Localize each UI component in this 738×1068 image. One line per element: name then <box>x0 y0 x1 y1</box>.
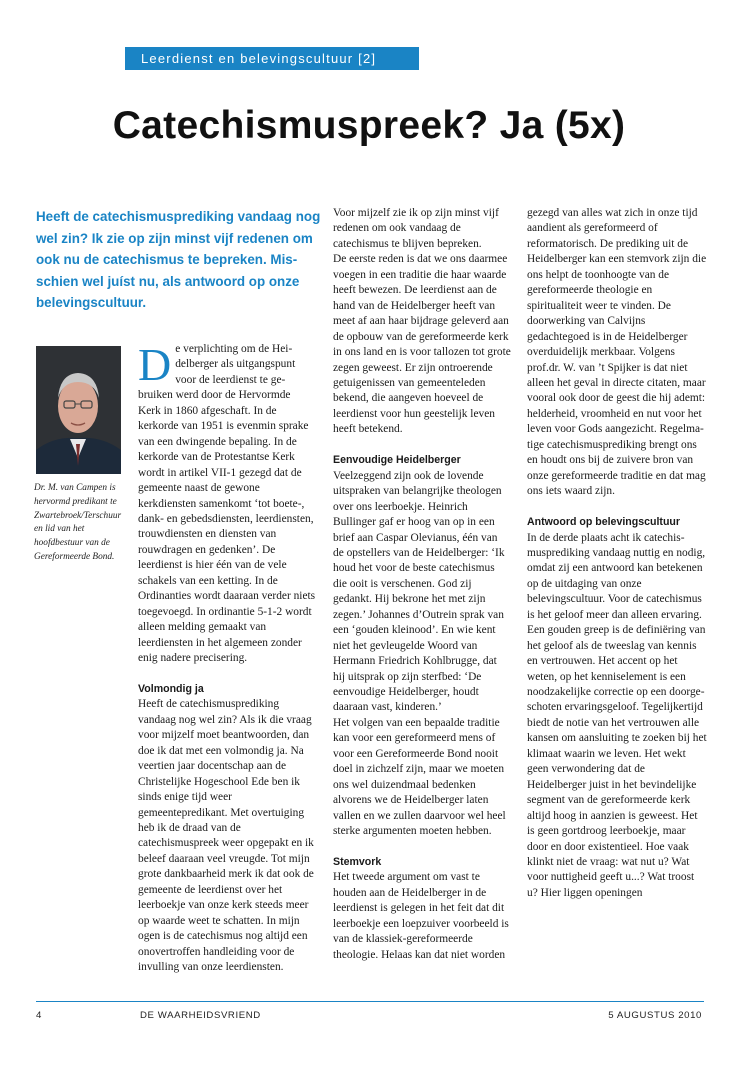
paragraph: Het volgen van een bepaalde traditie kan voor een gereformeerd mens of voor een Gereformeerde Bond nooit doel in zichzelf zijn, maar we moeten ons wel duizendmaal bedenken alvorens we de Heidelberger laten vallen en we zullen daarvoor wel heel sterke argumenten moeten hebben. <box>333 716 506 838</box>
paragraph: Het tweede argument om vast te houden aan de Heidelberger in de leerdienst is gelegen in het feit dat dit leerboekje een loepzuiver voorbeeld is van de klassiek-gereformeerde theologie. Helaas kan dat niet worden <box>333 871 509 961</box>
paragraph: Heeft de catechismusprediking vandaag nog wel zin? Als ik die vraag voor mijzelf moet beantwoorden, dan doe ik dat met een volmondig ja. Na veertien jaar docentschap aan de Christelijke Hogeschool Ede ben ik sinds enige tijd weer gemeentepredikant. Met overtuiging heb ik de draad van de catechismuspreek weer opgepakt en ik beleef daaraan veel vreugde. Tot mijn grote dankbaarheid merk ik dat ook de gemeente de leerdienst over het leerboekje van onze kerk steeds meer op waarde weet te schatten. In mijn ogen is de catechismus nog altijd een onovertroffen handleiding voor de invulling van onze leerdiensten. <box>138 698 314 974</box>
paragraph-continued: gezegd van alles wat zich in onze tijd aandient als gereformeerd of reformatorisch. De prediking uit de Heidelberger kan een stemvork zijn die ons helpt de toonhoogte van de gereformeerde theologie en spiritualiteit weer te vinden. De doorwerking van Calvijns gedachtegoed is in de Heidelberger overduidelijk merkbaar. Volgens prof.dr. W. van ’t Spijker is dat niet alleen het geval in directe citaten, maar vooral ook door de geest die hij ademt: helderheid, vroomheid en nut voor het leven voor Gods aangezicht. Regelmatige catechismusprediking brengt ons en houdt ons bij de zuivere bron van onze gereformeerde traditie en dat mag ons iets waard zijn. <box>527 207 707 498</box>
subheading-stemvork: Stemvork <box>333 856 382 868</box>
issue-date: 5 AUGUSTUS 2010 <box>608 1010 702 1021</box>
series-label: Leerdienst en belevingscultuur [2] <box>141 51 377 66</box>
paragraph: Veelzeggend zijn ook de lovende uitspraken van belangrijke theologen over ons leerboekje. Heinrich Bullinger gaf er hoog van op in een brief aan Caspar Olevianus, één van de opstellers van de Heidelberger: ‘Ik houd het voor de beste catechismus die ooit is verschenen. God zij gedankt. Hij bekrone het met zijn zegen.’ Johannes d’Outrein sprak van een ‘gouden kleinood’. En wie kent niet het gevleugelde Woord van Hermann Friedrich Kohlbrugge, dat hij uitsprak op zijn sterfbed: ‘De eenvoudige Heidelberger, houdt daaraan vast, kinderen.’ <box>333 469 505 714</box>
article-title: Catechismuspreek? Ja (5x) <box>112 104 626 147</box>
page-number: 4 <box>36 1010 42 1021</box>
column-1 <box>138 339 316 976</box>
subheading-antwoord: Antwoord op belevingscultuur <box>527 516 681 529</box>
paragraph-text: e verplichting om de Heidelberger als uitgangspunt voor de leerdienst te gebruiken werd door de Hervormde Kerk in 1860 afgeschaft. In de kerkorde van 1951 is evenmin sprake van een dwingende bepaling. In de kerkorde van de Protestantse Kerk wordt in artikel VII-1 gezegd dat de gemeente naast de gewone kerkdiensten samenkomt ‘tot boete-, dank- en gebedsdiensten, leerdiensten, trouwdiensten en diensten van rouwdragen en gedenken’. De leerdienst is hier één van de vele schakels van een ketting. In de Ordinanties wordt daaraan verder niets toegevoegd. In ordinantie 5-1-2 wordt alleen melding gemaakt van leerdiensten in het algemeen zonder enig nadere precisering. <box>138 343 316 665</box>
paragraph <box>138 339 316 667</box>
paragraph: Voor mijzelf zie ik op zijn minst vijf redenen om ook vandaag de catechismus te blijven bepreken. <box>333 207 499 250</box>
paragraph: In de derde plaats acht ik catechismusprediking vandaag nuttig en nodig, omdat zij een antwoord kan betekenen op de uitdaging van onze belevingscultuur. Voor de catechismus is het geloof meer dan alleen ervaring. Een gouden greep is de definiëring van het geloof als de tweeslag van kennis en vertrouwen. Het accent op het weten, op het kenniselement is een noodzakelijke correctie op een doorgeschoten ervaringsgeloof. Tegelijkertijd biedt de notie van het vertrouwen alle kansen om aansluiting te zoeken bij het klimaat waarin we leven. Het wekt geen verwondering dat de Heidelberger juist in het bevindelijke segment van de gereformeerde kerk altijd hoog in aanzien is geweest. Het is geen gortdroog leerboekje, maar door en door existentieel. Hoe vaak klinkt niet de vraag: wat nut u? Wat voor nuttigheid geeft u...? Wat troost u? Hier liggen openingen <box>527 531 707 899</box>
drop-cap: D <box>138 339 172 390</box>
subheading-eenvoudige: Eenvoudige Heidelberger <box>333 454 461 467</box>
photo-caption: Dr. M. van Campen is hervormd predikant te Zwartebroek/Terschuur en lid van het hoofdbestuur van de Gereformeerde Bond. <box>34 483 122 562</box>
series-banner <box>125 47 419 70</box>
footer-rule <box>36 1001 704 1002</box>
paragraph: De eerste reden is dat we ons daarmee voegen in een traditie die haar waarde heeft bewezen. De leerdienst aan de hand van de Heidelberger heeft van meet af aan haar bijdrage geleverd aan de opbouw van de gereformeerde kerk in ons land en is voor tallozen tot grote zegen geweest. Er zijn ontroerende getuigenissen van gemeenteleden bekend, die aangeven hoeveel de leerdienst voor hun geestelijk leven heeft betekend. <box>333 253 511 436</box>
column-3 <box>527 206 707 901</box>
author-photo <box>36 346 121 474</box>
publication-name: DE WAARHEIDSVRIEND <box>140 1010 261 1021</box>
subheading-volmondig: Volmondig ja <box>138 682 204 695</box>
intro-lead: Heeft de catechismusprediking vandaag nog wel zin? Ik zie op zijn minst vijf redenen om ook nu de catechismus te bepreken. Misschien wel juíst nu, als antwoord op onze belevingscultuur. <box>36 209 321 310</box>
column-2 <box>333 206 511 963</box>
portrait-image <box>36 346 121 474</box>
